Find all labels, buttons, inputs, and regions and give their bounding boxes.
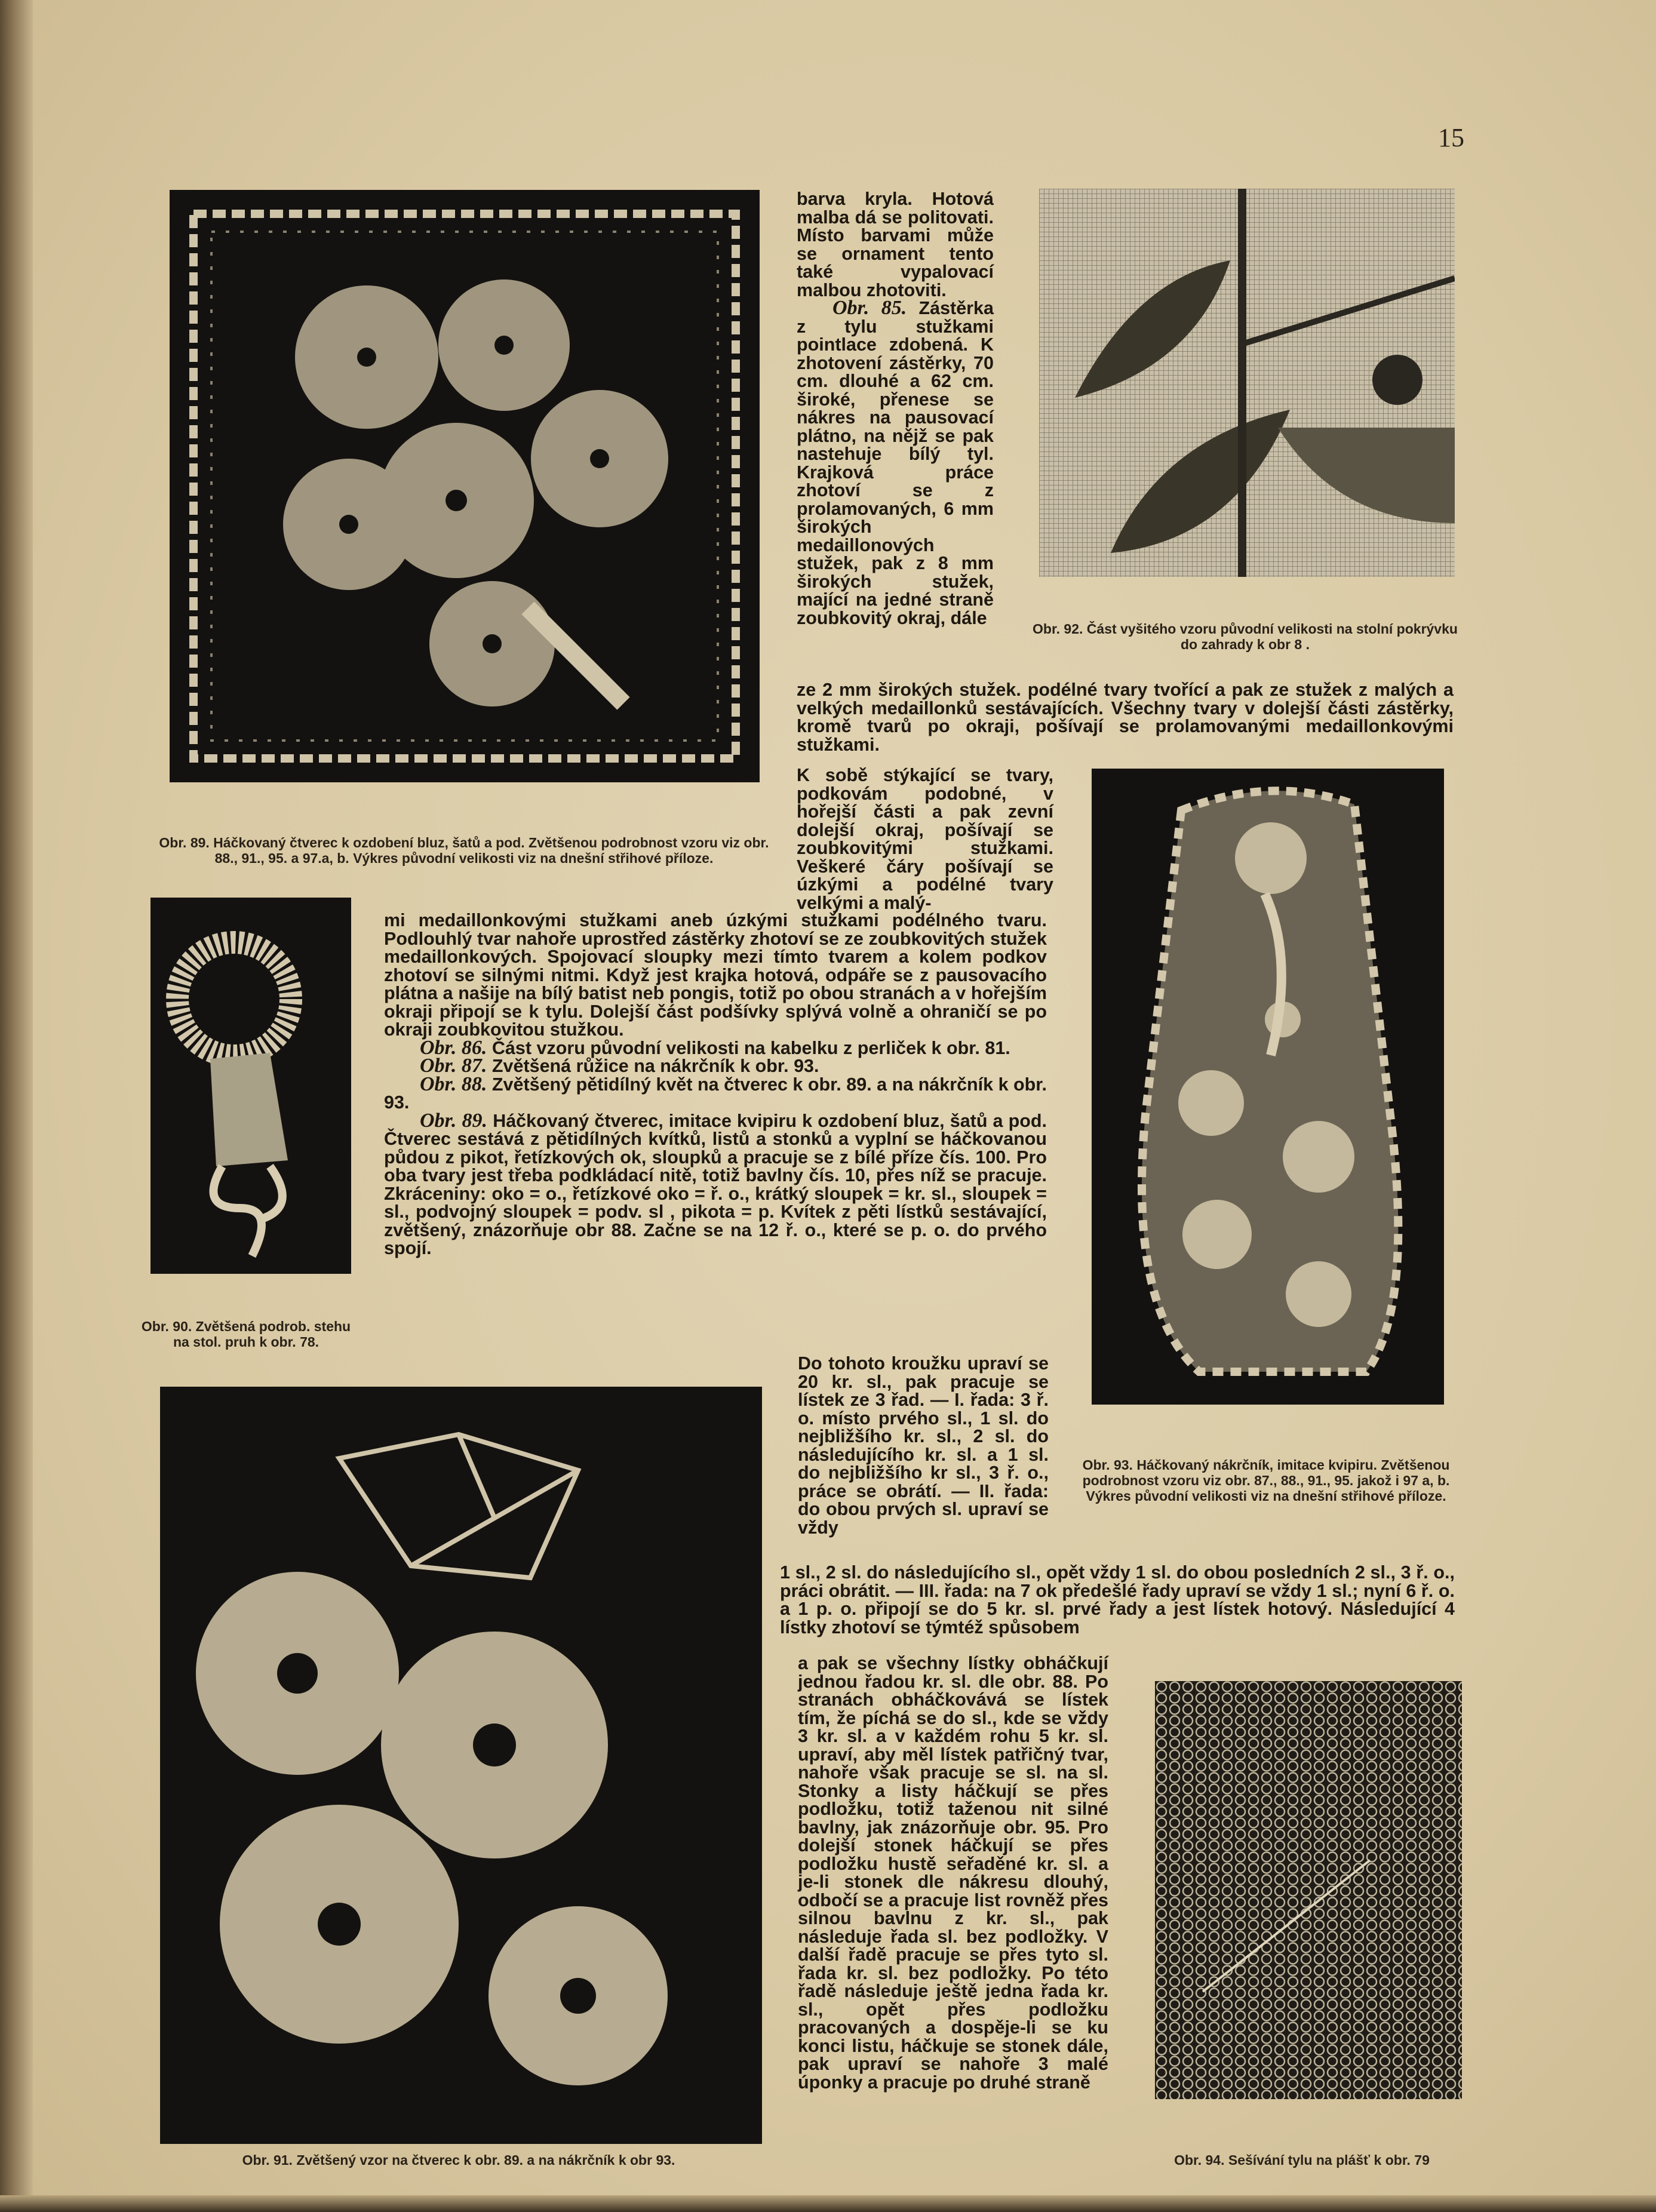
tulle-sewing-illustration xyxy=(1155,1681,1462,2099)
figure-obr-91-enlarged-pattern xyxy=(160,1387,762,2144)
book-binding xyxy=(0,0,33,2212)
text-column-4: a pak se všechny lístky obháčkují jednou řadou kr. sl. dle obr. 88. Po stranách obháčkovává se lístek tím, že píchá se do sl., kde se vždy 3 kr. sl. a v každém rohu 5 kr. sl. upraví, aby měl lístek patřičný tvar, nahoře však pracuje se sl. na sl. Stonky a listy háčkují se přes podložku, totiž taženou nit silné bavlny, jak znázorňuje obr. 95. Pro dolejší stonek háčkují se přes podložku hustě seřaděné kr. sl. a je-li stonek dle nákresu dlouhý, odbočí se a pracuje list rovněž přes silnou bavlnu z kr. sl., pak následuje řada sl. bez podložky. V další řadě pracuje se přes tyto sl. řada kr. sl. bez podložky. Po této řadě následuje ještě jedna řada kr. sl., opět přes podložku pracovaných a dospěje-li se ku konci listu, háčkuje se stonek dále, pak upraví se nahoře 3 malé úponky a pracuje po druhé straně xyxy=(798,1653,1108,2093)
figure-obr-94-tulle-sewing xyxy=(1155,1681,1462,2099)
caption-obr-89: Obr. 89. Háčkovaný čtverec k ozdobení bluz, šatů a pod. Zvětšenou podrobnost vzoru viz obr. 88., 91., 95. a 97.a, b. Výkres původní velikosti viz na dnešní střihové příloze. xyxy=(159,835,769,866)
text-column-2: K sobě stýkající se tvary, podkovám podobné, v hořejší části a pak zevní dolejší okraj, pošívají se zoubkovitými stužkami. Veškeré čáry pošívají se úzkými a podélné tvary velkými a malý- xyxy=(797,765,1053,913)
paragraph-obr-89 xyxy=(384,1109,1047,1258)
caption-obr-93: Obr. 93. Háčkovaný nákrčník, imitace kvipiru. Zvětšenou podrobnost vzoru viz obr. 87., 88., 91., 95. jakož i 97 a, b. Výkres původní velikosti viz na dnešní střihové příloze. xyxy=(1082,1457,1450,1504)
paragraph-coloring: barva kryla. Hotová malba dá se politovati. Místo barvami může se ornament tento také vypalovací malbou zhotoviti. xyxy=(797,189,994,300)
paragraph-apron-finish: mi medaillonkovými stužkami aneb úzkými stužkami podélného tvaru. Podlouhlý tvar nahoře uprostřed zástěrky zhotoví se ze zoubkovitých stužek medaillonkových. Spojovací sloupky mezi tímto tvarem a kolem podkov zhotoví se silnými nitmi. Když jest krajka hotová, odpáře se z pausovacího plátna a našije na bílý batist neb pongis, totiž po obou stranách a v hořejším okraji připojí se k tylu. Dolejší část podšívky splývá volně a ohraničí se po okraji zoubkovitou stužkou. xyxy=(384,910,1047,1040)
obr-85-label: Obr. 85. xyxy=(832,297,907,319)
text-wide-1: ze 2 mm širokých stužek. podélné tvary tvořící a pak ze stužek z malých a velkých medaillonků sestávajících. Všechny tvary v dolejší části zástěrky, kromě tvarů po okraji, pošívají se prolamovanými medaillonkovými stužkami. xyxy=(797,680,1454,755)
figure-obr-90-stitch-detail xyxy=(150,898,351,1274)
crochet-square-illustration xyxy=(170,190,760,782)
figure-obr-92-embroidery xyxy=(1039,189,1455,577)
text-column-3: Do tohoto kroužku upraví se 20 kr. sl., pak pracuje se lístek ze 3 řad. — I. řada: 3 ř. o. místo prvého sl., 1 sl. do nejbližšího kr. sl., 2 sl. do následujícího kr. sl. a 1 sl. do nejbližšího kr sl., 3 ř. o., práce se obrátí. — II. řada: do obou prvých sl. upraví se vždy xyxy=(798,1353,1049,1538)
obr-89-text: Háčkovaný čtverec, imitace kvipiru k ozdobení bluz, šatů a pod. Čtverec sestává z pětidílných kvítků, listů a stonků a vyplní se háčkovanou půdou z pikot, řetízkových ok, sloupků a pracuje se z bílé příze čís. 100. Pro oba tvary jest třeba podkládací nitě, totiž bavlny čís. 10, přes níž se pracuje. Zkráceniny: oko = o., řetízkové oko = ř. o., krátký sloupek = kr. sl., sloupek = sl., podvojný sloupek = podv. sl , pikota = p. Kvítek z pěti lístků sestávající, zvětšený, znázorňuje obr 88. Začne se na 12 ř. o., které se p. o. do prvého spojí. xyxy=(384,1110,1047,1258)
obr-88-text: Zvětšený pětidílný květ na čtverec k obr. 89. a na nákrčník k obr. 93. xyxy=(384,1074,1047,1113)
figure-obr-93-crochet-collar xyxy=(1092,769,1444,1405)
page-bottom-edge xyxy=(0,2195,1656,2212)
text-column-1 xyxy=(797,190,994,627)
enlarged-pattern-illustration xyxy=(160,1387,762,2144)
figure-obr-89-crochet-square xyxy=(170,190,760,782)
paragraph-obr-88 xyxy=(384,1073,1047,1113)
obr-86-label: Obr. 86. xyxy=(420,1036,487,1059)
obr-87-label: Obr. 87. xyxy=(420,1055,487,1077)
caption-obr-90: Obr. 90. Zvětšená podrob. stehu na stol. pruh k obr. 78. xyxy=(141,1319,351,1350)
stitch-detail-illustration xyxy=(150,898,351,1274)
caption-obr-92: Obr. 92. Část vyšitého vzoru původní velikosti na stolní pokrývku do zahrady k obr 8 . xyxy=(1033,621,1458,652)
text-wide-3: 1 sl., 2 sl. do následujícího sl., opět vždy 1 sl. do obou posledních 2 sl., 3 ř. o., práci obrátit. — III. řada: na 7 ok předešlé řady upraví se vždy 1 sl.; nyní 6 ř. o. a 1 p. o. připojí se do 5 kr. sl. prvé řady a jest lístek hotový. Následující 4 lístky zhotoví se týmtéž spůsobem xyxy=(780,1562,1455,1638)
obr-85-text: Zástěrka z tylu stužkami pointlace zdobená. K zhotovení zástěrky, 70 cm. dlouhé a 62 cm. široké, přenese se nákres na pausovací plátno, na nějž se pak nastehuje bílý tyl. Krajková práce zhotoví se z prolamovaných, 6 mm širokých medaillonových stužek, pak z 8 mm širokých stužek, mající na jedné straně zoubkovitý okraj, dále xyxy=(797,298,994,628)
obr-89-label: Obr. 89. xyxy=(420,1109,488,1132)
embroidery-illustration xyxy=(1039,189,1455,577)
page-number: 15 xyxy=(1438,123,1464,152)
obr-88-label: Obr. 88. xyxy=(420,1073,487,1095)
caption-obr-91: Obr. 91. Zvětšený vzor na čtverec k obr. 89. a na nákrčník k obr 93. xyxy=(242,2152,675,2168)
crochet-collar-illustration xyxy=(1092,769,1444,1405)
caption-obr-94: Obr. 94. Sešívání tylu na plášť k obr. 79 xyxy=(1174,2152,1430,2168)
paragraph-obr-85 xyxy=(797,299,994,627)
obr-86-text: Část vzoru původní velikosti na kabelku z perliček k obr. 81. xyxy=(491,1037,1010,1058)
obr-87-text: Zvětšená růžice na nákrčník k obr. 93. xyxy=(491,1056,819,1076)
text-wide-2 xyxy=(384,911,1047,1258)
